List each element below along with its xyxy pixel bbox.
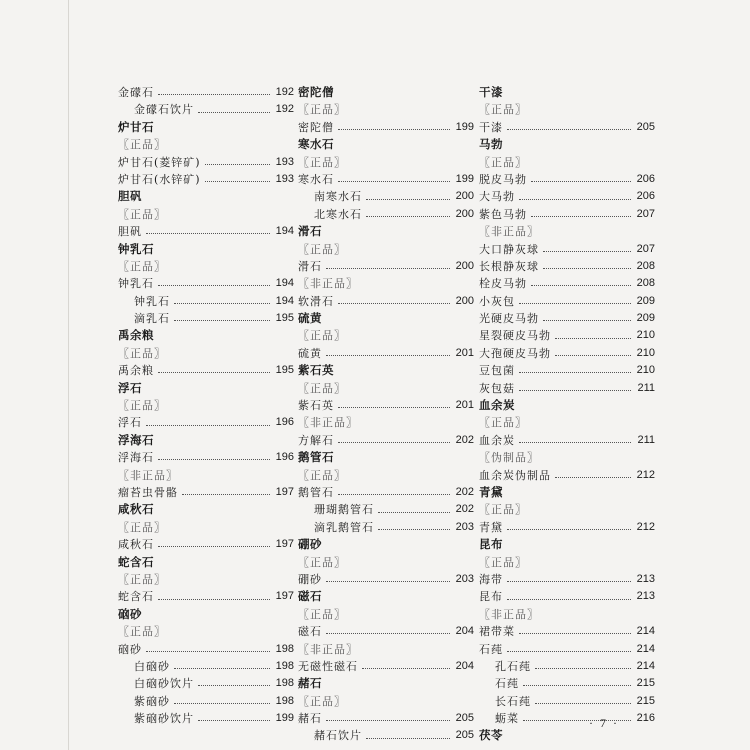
toc-section-label: 〖非正品〗 — [298, 416, 358, 430]
leader-dots — [205, 181, 270, 182]
toc-entry-title: 硇砂 — [118, 642, 142, 656]
leader-dots — [326, 355, 450, 356]
toc-entry-page: 194 — [275, 294, 294, 307]
toc-heading: 紫石英 — [298, 363, 334, 378]
toc-entry-page: 214 — [636, 659, 655, 672]
toc-entry — [479, 362, 655, 379]
leader-dots — [531, 285, 631, 286]
toc-entry — [298, 727, 474, 744]
toc-entry — [479, 519, 655, 536]
toc-entry — [479, 119, 655, 136]
toc-entry-title: 小灰包 — [479, 294, 515, 308]
toc-entry-title: 血余炭伪制品 — [479, 468, 551, 482]
toc-entry-title: 钟乳石 — [134, 294, 170, 308]
toc-entry — [298, 293, 474, 310]
toc-entry-title: 白硇砂 — [134, 659, 170, 673]
toc-heading: 密陀僧 — [298, 85, 334, 99]
leader-dots — [519, 633, 631, 634]
toc-entry-page: 206 — [636, 190, 655, 203]
leader-dots — [146, 425, 270, 426]
toc-entry — [298, 119, 474, 136]
toc-heading: 浮海石 — [118, 432, 154, 447]
leader-dots — [158, 94, 270, 95]
toc-heading: 赭石 — [298, 676, 322, 691]
toc-entry-page: 194 — [275, 277, 294, 290]
toc-entry — [479, 675, 655, 692]
toc-entry — [118, 484, 294, 501]
leader-dots — [519, 303, 631, 304]
toc-entry-title: 栓皮马勃 — [479, 277, 527, 291]
toc-column-2 — [298, 84, 474, 745]
toc-entry-page: 214 — [636, 642, 655, 655]
leader-dots — [507, 581, 631, 582]
leader-dots — [338, 181, 450, 182]
toc-heading: 浮石 — [118, 380, 142, 395]
toc-entry — [298, 571, 474, 588]
leader-dots — [174, 303, 270, 304]
leader-dots — [198, 685, 270, 686]
toc-heading: 炉甘石 — [118, 119, 154, 134]
toc-entry — [118, 449, 294, 466]
toc-entry — [298, 484, 474, 501]
toc-entry-page: 200 — [455, 294, 474, 307]
toc-section-label: 〖正品〗 — [298, 103, 346, 117]
leader-dots — [535, 668, 631, 669]
toc-entry-title: 紫色马勃 — [479, 207, 527, 221]
toc-entry-page: 202 — [455, 485, 474, 498]
toc-entry-title: 长石莼 — [495, 694, 531, 708]
leader-dots — [507, 651, 631, 652]
toc-entry — [298, 519, 474, 536]
toc-entry — [479, 658, 655, 675]
toc-entry-title: 大孢硬皮马勃 — [479, 346, 551, 360]
leader-dots — [519, 390, 631, 391]
toc-entry-title: 磁石 — [298, 625, 322, 639]
toc-entry-page: 198 — [275, 677, 294, 690]
toc-entry — [118, 310, 294, 327]
toc-entry — [479, 641, 655, 658]
toc-entry-title: 无磁性磁石 — [298, 659, 358, 673]
toc-entry-title: 蛎菜 — [495, 712, 519, 726]
toc-entry-title: 孔石莼 — [495, 659, 531, 673]
toc-entry-page: 203 — [455, 520, 474, 533]
toc-section-label: 〖正品〗 — [479, 155, 527, 169]
toc-section-label: 〖正品〗 — [479, 416, 527, 430]
toc-entry-title: 裙带菜 — [479, 625, 515, 639]
toc-entry-title: 硼砂 — [298, 572, 322, 586]
toc-entry-title: 大马勃 — [479, 190, 515, 204]
toc-entry-title: 星裂硬皮马勃 — [479, 329, 551, 343]
toc-section-label: 〖正品〗 — [118, 520, 166, 534]
toc-entry — [479, 623, 655, 640]
toc-entry-page: 205 — [455, 729, 474, 742]
toc-entry — [479, 275, 655, 292]
toc-entry-page: 198 — [275, 694, 294, 707]
toc-entry-title: 海带 — [479, 572, 503, 586]
toc-entry — [118, 171, 294, 188]
toc-entry-page: 210 — [636, 346, 655, 359]
toc-entry — [118, 536, 294, 553]
toc-entry — [479, 327, 655, 344]
leader-dots — [146, 651, 270, 652]
toc-entry-title: 禹余粮 — [118, 364, 154, 378]
toc-section-label: 〖正品〗 — [298, 381, 346, 395]
leader-dots — [555, 477, 631, 478]
leader-dots — [338, 129, 450, 130]
toc-entry-title: 金礞石饮片 — [134, 103, 194, 117]
toc-section-label: 〖伪制品〗 — [479, 451, 539, 465]
leader-dots — [174, 320, 270, 321]
toc-heading: 血余炭 — [479, 398, 515, 413]
toc-entry-page: 199 — [455, 120, 474, 133]
toc-heading: 胆矾 — [118, 189, 142, 204]
toc-entry — [118, 588, 294, 605]
leader-dots — [198, 720, 270, 721]
toc-entry-page: 210 — [636, 364, 655, 377]
toc-heading: 蛇含石 — [118, 554, 154, 569]
leader-dots — [378, 529, 450, 530]
toc-entry-title: 脱皮马勃 — [479, 172, 527, 186]
toc-entry — [479, 588, 655, 605]
toc-entry — [479, 206, 655, 223]
toc-entry-page: 211 — [637, 433, 655, 446]
toc-entry-page: 213 — [636, 572, 655, 585]
toc-entry-title: 硫黄 — [298, 346, 322, 360]
toc-section-label: 〖正品〗 — [298, 694, 346, 708]
toc-entry-title: 炉甘石(菱锌矿) — [118, 155, 201, 169]
leader-dots — [338, 407, 450, 408]
toc-entry — [118, 101, 294, 118]
leader-dots — [174, 703, 270, 704]
toc-entry-page: 203 — [455, 572, 474, 585]
toc-entry-page: 200 — [455, 190, 474, 203]
toc-entry-page: 201 — [455, 346, 474, 359]
toc-entry-page: 205 — [455, 712, 474, 725]
page-gutter-line — [68, 0, 69, 750]
toc-heading: 硇砂 — [118, 606, 142, 621]
leader-dots — [158, 372, 270, 373]
toc-section-label: 〖正品〗 — [298, 468, 346, 482]
toc-entry-title: 长根静灰球 — [479, 259, 539, 273]
leader-dots — [531, 216, 631, 217]
toc-entry-title: 光硬皮马勃 — [479, 312, 539, 326]
toc-entry-page: 204 — [455, 625, 474, 638]
toc-section-label: 〖正品〗 — [298, 607, 346, 621]
toc-entry — [298, 658, 474, 675]
toc-entry — [479, 380, 655, 397]
toc-entry-page: 195 — [275, 364, 294, 377]
toc-entry-title: 金礞石 — [118, 86, 154, 99]
toc-section-label: 〖正品〗 — [118, 625, 166, 639]
toc-entry-page: 197 — [275, 590, 294, 603]
toc-entry — [298, 206, 474, 223]
toc-entry — [118, 414, 294, 431]
leader-dots — [535, 703, 631, 704]
leader-dots — [519, 442, 631, 443]
toc-entry — [298, 345, 474, 362]
toc-entry — [479, 467, 655, 484]
toc-section-label: 〖正品〗 — [298, 242, 346, 256]
toc-entry-title: 豆包菌 — [479, 364, 515, 378]
leader-dots — [158, 599, 270, 600]
toc-entry-page: 195 — [275, 312, 294, 325]
toc-entry — [118, 154, 294, 171]
toc-section-label: 〖非正品〗 — [298, 277, 358, 291]
toc-section-label: 〖正品〗 — [479, 103, 527, 117]
toc-entry-page: 216 — [636, 712, 655, 725]
toc-entry-title: 珊瑚鹅管石 — [314, 503, 374, 517]
toc-section-label: 〖正品〗 — [298, 155, 346, 169]
toc-section-label: 〖非正品〗 — [479, 225, 539, 239]
toc-entry — [298, 258, 474, 275]
toc-section-label: 〖正品〗 — [118, 138, 166, 152]
toc-entry-title: 钟乳石 — [118, 277, 154, 291]
toc-entry — [479, 293, 655, 310]
toc-entry-title: 滴乳石 — [134, 312, 170, 326]
leader-dots — [326, 581, 450, 582]
leader-dots — [555, 338, 631, 339]
toc-entry-page: 200 — [455, 207, 474, 220]
toc-section-label: 〖正品〗 — [118, 572, 166, 586]
leader-dots — [338, 442, 450, 443]
leader-dots — [555, 355, 631, 356]
toc-entry-page: 207 — [636, 207, 655, 220]
leader-dots — [338, 494, 450, 495]
leader-dots — [326, 720, 450, 721]
toc-heading: 磁石 — [298, 589, 322, 604]
toc-entry — [479, 345, 655, 362]
toc-entry-title: 白硇砂饮片 — [134, 677, 194, 691]
toc-entry-title: 紫硇砂饮片 — [134, 712, 194, 726]
toc-entry-title: 紫石英 — [298, 399, 334, 413]
leader-dots — [362, 668, 450, 669]
toc-entry-title: 浮石 — [118, 416, 142, 430]
toc-entry-title: 炉甘石(水锌矿) — [118, 172, 201, 186]
leader-dots — [205, 164, 270, 165]
leader-dots — [182, 494, 270, 495]
toc-entry-page: 209 — [636, 312, 655, 325]
leader-dots — [198, 112, 270, 113]
leader-dots — [174, 668, 270, 669]
toc-entry-title: 软滑石 — [298, 294, 334, 308]
toc-entry-page: 214 — [636, 625, 655, 638]
leader-dots — [366, 738, 450, 739]
leader-dots — [158, 459, 270, 460]
toc-entry — [479, 310, 655, 327]
leader-dots — [326, 633, 450, 634]
toc-heading: 干漆 — [479, 85, 503, 99]
toc-heading: 青黛 — [479, 484, 503, 499]
toc-entry-page: 206 — [636, 172, 655, 185]
toc-entry-page: 200 — [455, 259, 474, 272]
leader-dots — [338, 303, 450, 304]
toc-entry-title: 咸秋石 — [118, 538, 154, 552]
toc-entry-title: 紫硇砂 — [134, 694, 170, 708]
toc-entry — [118, 641, 294, 658]
leader-dots — [366, 216, 450, 217]
toc-entry — [118, 84, 294, 101]
toc-entry-title: 昆布 — [479, 590, 503, 604]
toc-entry-page: 199 — [275, 712, 294, 725]
toc-entry-page: 196 — [275, 451, 294, 464]
toc-entry-title: 密陀僧 — [298, 120, 334, 134]
toc-entry-title: 胆矾 — [118, 225, 142, 239]
toc-entry — [479, 258, 655, 275]
toc-heading: 硫黄 — [298, 311, 322, 326]
toc-entry-title: 瘤苔虫骨骼 — [118, 485, 178, 499]
toc-entry — [298, 710, 474, 727]
toc-entry — [118, 293, 294, 310]
toc-section-label: 〖正品〗 — [479, 503, 527, 517]
toc-entry — [118, 223, 294, 240]
page-number: · 7 · — [589, 716, 619, 730]
leader-dots — [366, 199, 450, 200]
leader-dots — [531, 181, 631, 182]
toc-entry-title: 寒水石 — [298, 172, 334, 186]
toc-entry-page: 215 — [636, 694, 655, 707]
toc-entry-page: 202 — [455, 503, 474, 516]
toc-heading: 马勃 — [479, 137, 503, 152]
toc-heading: 鹅管石 — [298, 450, 334, 465]
toc-entry-title: 浮海石 — [118, 451, 154, 465]
toc-section-label: 〖非正品〗 — [118, 468, 178, 482]
toc-entry-page: 208 — [636, 277, 655, 290]
toc-entry-page: 215 — [636, 677, 655, 690]
toc-entry-title: 滴乳鹅管石 — [314, 520, 374, 534]
toc-entry — [479, 571, 655, 588]
toc-section-label: 〖正品〗 — [479, 555, 527, 569]
toc-heading: 寒水石 — [298, 137, 334, 152]
toc-section-label: 〖非正品〗 — [298, 642, 358, 656]
toc-entry-title: 蛇含石 — [118, 590, 154, 604]
toc-entry — [298, 397, 474, 414]
toc-section-label: 〖正品〗 — [298, 555, 346, 569]
toc-entry-page: 198 — [275, 642, 294, 655]
toc-entry-title: 赭石 — [298, 712, 322, 726]
toc-section-label: 〖正品〗 — [118, 259, 166, 273]
toc-entry-page: 212 — [636, 468, 655, 481]
leader-dots — [326, 268, 450, 269]
toc-heading: 滑石 — [298, 224, 322, 239]
toc-entry-title: 大口静灰球 — [479, 242, 539, 256]
toc-entry — [298, 188, 474, 205]
leader-dots — [519, 199, 631, 200]
toc-heading: 硼砂 — [298, 537, 322, 552]
toc-entry-title: 赭石饮片 — [314, 729, 362, 743]
toc-section-label: 〖正品〗 — [118, 399, 166, 413]
toc-entry — [479, 188, 655, 205]
leader-dots — [543, 251, 631, 252]
toc-entry-page: 193 — [275, 172, 294, 185]
toc-entry-title: 石莼 — [495, 677, 519, 691]
toc-entry — [118, 275, 294, 292]
toc-heading: 昆布 — [479, 537, 503, 552]
toc-entry-page: 193 — [275, 155, 294, 168]
toc-entry-page: 199 — [455, 172, 474, 185]
leader-dots — [507, 129, 631, 130]
toc-entry — [298, 623, 474, 640]
toc-entry-title: 鹅管石 — [298, 485, 334, 499]
toc-section-label: 〖正品〗 — [118, 346, 166, 360]
leader-dots — [543, 320, 631, 321]
toc-heading: 禹余粮 — [118, 328, 154, 343]
toc-section-label: 〖非正品〗 — [479, 607, 539, 621]
toc-entry-title: 干漆 — [479, 120, 503, 134]
toc-entry-page: 197 — [275, 538, 294, 551]
leader-dots — [158, 546, 270, 547]
toc-entry — [118, 658, 294, 675]
toc-entry — [479, 693, 655, 710]
leader-dots — [507, 529, 631, 530]
leader-dots — [507, 599, 631, 600]
toc-heading: 茯苓 — [479, 728, 503, 743]
toc-entry-page: 197 — [275, 485, 294, 498]
toc-entry-page: 192 — [275, 103, 294, 116]
toc-heading: 钟乳石 — [118, 241, 154, 256]
toc-entry-page: 213 — [636, 590, 655, 603]
toc-entry — [298, 501, 474, 518]
toc-entry-page: 210 — [636, 329, 655, 342]
leader-dots — [519, 372, 631, 373]
toc-entry-page: 201 — [455, 399, 474, 412]
toc-section-label: 〖正品〗 — [298, 329, 346, 343]
toc-entry-title: 血余炭 — [479, 433, 515, 447]
toc-entry — [479, 171, 655, 188]
toc-entry — [479, 241, 655, 258]
toc-entry — [118, 693, 294, 710]
toc-entry-page: 211 — [637, 381, 655, 394]
toc-entry — [298, 171, 474, 188]
toc-entry-page: 192 — [275, 86, 294, 98]
toc-entry-title: 灰包菇 — [479, 381, 515, 395]
toc-entry-page: 204 — [455, 659, 474, 672]
toc-entry — [118, 675, 294, 692]
toc-entry — [479, 710, 655, 727]
leader-dots — [543, 268, 631, 269]
toc-entry-title: 方解石 — [298, 433, 334, 447]
toc-entry — [298, 432, 474, 449]
toc-entry-title: 滑石 — [298, 259, 322, 273]
toc-entry-page: 209 — [636, 294, 655, 307]
toc-entry — [479, 432, 655, 449]
toc-entry-page: 194 — [275, 225, 294, 238]
leader-dots — [146, 233, 270, 234]
toc-column-1 — [118, 84, 294, 727]
toc-entry-page: 208 — [636, 259, 655, 272]
toc-entry-page: 196 — [275, 416, 294, 429]
toc-entry-page: 207 — [636, 242, 655, 255]
toc-section-label: 〖正品〗 — [118, 207, 166, 221]
toc-entry-title: 北寒水石 — [314, 207, 362, 221]
toc-entry — [118, 710, 294, 727]
toc-column-3 — [479, 84, 655, 745]
toc-entry — [118, 362, 294, 379]
toc-entry-page: 198 — [275, 659, 294, 672]
toc-entry-page: 212 — [636, 520, 655, 533]
toc-entry-title: 青黛 — [479, 520, 503, 534]
toc-entry-page: 205 — [636, 120, 655, 133]
toc-heading: 咸秋石 — [118, 502, 154, 517]
toc-entry-page: 202 — [455, 433, 474, 446]
leader-dots — [378, 512, 450, 513]
toc-entry-title: 石莼 — [479, 642, 503, 656]
leader-dots — [158, 285, 270, 286]
leader-dots — [523, 685, 631, 686]
toc-entry-title: 南寒水石 — [314, 190, 362, 204]
